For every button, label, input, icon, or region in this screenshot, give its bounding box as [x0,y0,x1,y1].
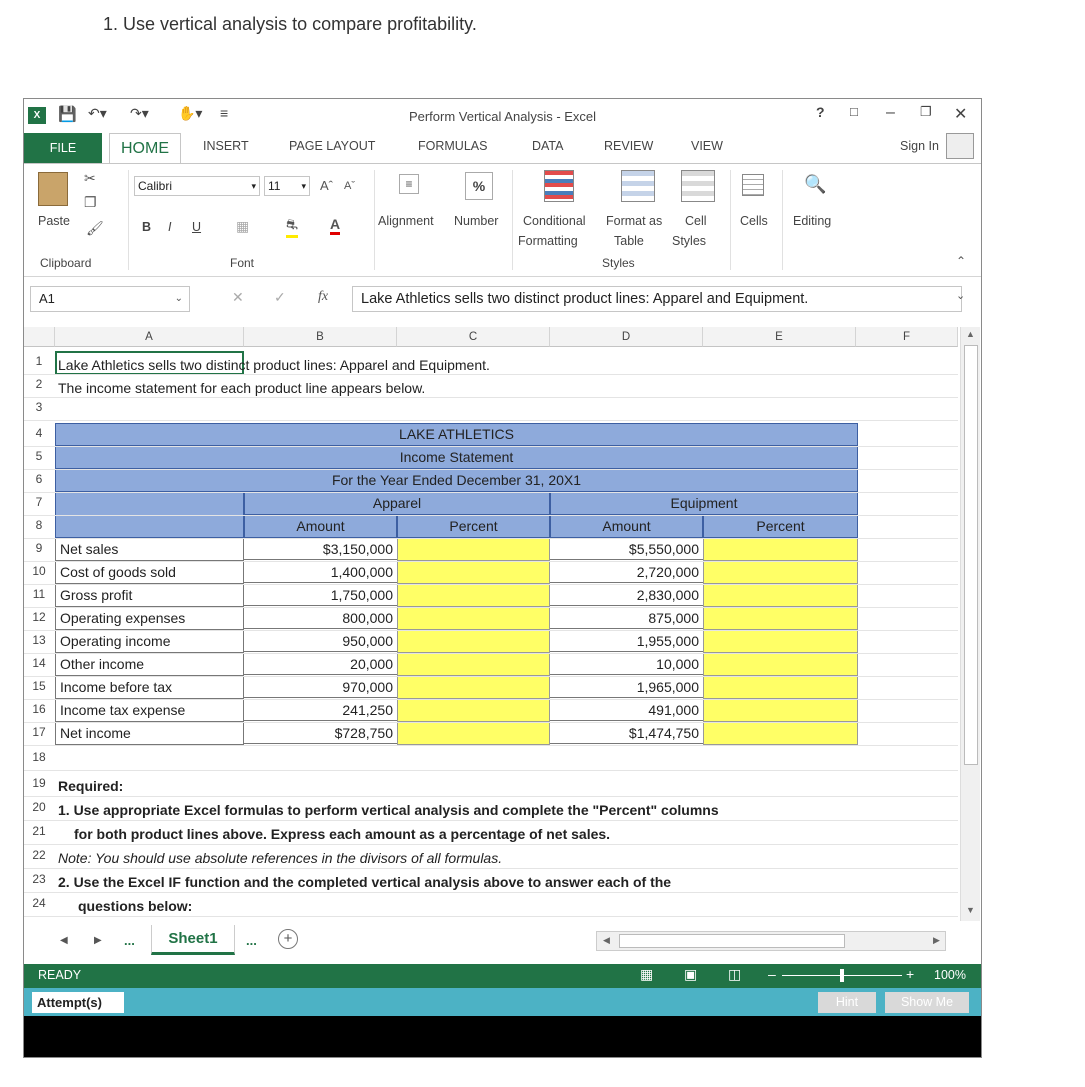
apparel-amount[interactable]: 1,750,000 [244,584,397,606]
tab-insert[interactable]: INSERT [203,139,249,153]
equipment-percent-heading: Percent [756,518,805,534]
instruction-2[interactable]: 2. Use the Excel IF function and the completed vertical analysis above to answer each of the [58,874,672,890]
col-header-f[interactable]: F [856,327,958,347]
cell-a2[interactable]: The income statement for each product line appears below. [58,380,426,396]
row-gridline [24,420,958,421]
instruction-1-cont[interactable]: for both product lines above. Express each amount as a percentage of net sales. [74,826,611,842]
row-header[interactable]: 16 [32,702,46,716]
equipment-percent-input[interactable] [703,561,858,584]
format-as-table-button[interactable]: Format as [606,214,663,228]
instruction-2-cont[interactable]: questions below: [78,898,193,914]
show-me-button[interactable]: Show Me [885,992,969,1013]
borders-icon[interactable]: ▦ [236,218,250,234]
scroll-right-icon[interactable]: ▶ [933,935,940,945]
row-gridline [24,446,958,447]
tab-view[interactable]: VIEW [691,139,723,153]
row-gridline [24,770,958,771]
apparel-amount[interactable]: 241,250 [244,699,397,721]
cell-styles-icon[interactable] [681,170,715,202]
equipment-amount[interactable]: 1,955,000 [550,630,703,652]
restore-icon[interactable]: ❐ [920,104,932,119]
apparel-amount[interactable]: 950,000 [244,630,397,652]
zoom-out-icon[interactable]: – [768,966,776,982]
row-header[interactable]: 15 [32,679,46,693]
row-header[interactable]: 22 [32,848,46,862]
line-label[interactable]: Income before tax [55,676,244,699]
font-name-value: Calibri [138,179,173,193]
alignment-button[interactable]: Alignment [378,214,434,228]
apparel-percent-input[interactable] [397,584,550,607]
row-gridline [24,844,958,845]
ribbon-separator [374,170,375,270]
select-all-corner[interactable] [24,327,55,347]
conditional-formatting-icon[interactable] [544,170,574,202]
row-header[interactable]: 4 [35,426,43,440]
equipment-amount[interactable]: 1,965,000 [550,676,703,698]
equipment-amount[interactable]: $1,474,750 [550,722,703,744]
line-label[interactable]: Operating expenses [55,607,244,630]
cell-styles-button[interactable]: Cell [685,214,707,228]
tab-page-layout[interactable]: PAGE LAYOUT [289,139,376,153]
row-header[interactable]: 12 [32,610,46,624]
row-header[interactable]: 11 [32,587,46,601]
touch-mode-icon[interactable]: ✋▾ [178,105,203,121]
close-icon[interactable]: ✕ [954,106,968,123]
col-header-e[interactable]: E [703,327,856,347]
scroll-down-icon[interactable]: ▼ [966,905,975,915]
paste-button[interactable]: Paste [38,214,70,228]
format-as-table-icon[interactable] [621,170,655,202]
ribbon-options-icon[interactable]: □ [850,104,858,119]
page-break-view-icon[interactable]: ◫ [728,966,742,982]
next-sheet-icon[interactable]: ▶ [94,935,102,946]
row-gridline [24,892,958,893]
cells-icon[interactable] [742,174,764,196]
sheet-tab-sheet1[interactable]: Sheet1 [151,925,235,955]
group-clipboard: Clipboard [40,256,92,270]
format-painter-icon[interactable]: 🖌 [86,220,104,236]
grow-font-icon[interactable]: Aˆ [320,178,333,193]
cut-icon[interactable]: ✂ [84,170,96,186]
line-label[interactable]: Gross profit [55,584,244,607]
normal-view-icon[interactable]: ▦ [640,966,654,982]
row-gridline [24,630,958,631]
row-header[interactable]: 21 [32,824,46,838]
col-header-a[interactable]: A [55,327,244,347]
title-bar [24,99,981,133]
apparel-percent-input[interactable] [397,630,550,653]
number-format-icon[interactable]: % [465,172,493,200]
row-header[interactable]: 20 [32,800,46,814]
excel-logo-icon: X [28,107,46,124]
ribbon-tabs [24,133,981,163]
redo-icon[interactable]: ↷▾ [130,105,149,121]
equipment-percent-input[interactable] [703,630,858,653]
enter-formula-icon[interactable]: ✓ [274,289,286,305]
tab-formulas[interactable]: FORMULAS [418,139,488,153]
apparel-percent-input[interactable] [397,607,550,630]
scroll-up-icon[interactable]: ▲ [966,329,975,339]
equipment-amount-heading: Amount [602,518,651,534]
row-gridline [24,653,958,654]
apparel-percent-input[interactable] [397,561,550,584]
line-label[interactable]: Other income [55,653,244,676]
statement-period: For the Year Ended December 31, 20X1 [331,472,582,488]
apparel-percent-input[interactable] [397,538,550,561]
row-header[interactable]: 14 [32,656,46,670]
zoom-level[interactable]: 100% [934,968,966,982]
cancel-formula-icon[interactable]: ✕ [232,289,244,305]
conditional-formatting-button[interactable]: Conditional [523,214,586,228]
more-sheets-right[interactable]: ... [246,933,257,948]
equipment-percent-input[interactable] [703,584,858,607]
collapse-ribbon-icon[interactable]: ⌃ [956,254,967,268]
row-gridline [24,607,958,608]
apparel-amount-heading: Amount [296,518,345,534]
attempt-bar [24,988,981,1016]
horizontal-scrollbar[interactable] [596,931,946,951]
row-header[interactable]: 6 [35,472,43,486]
help-button[interactable]: ? [816,104,825,120]
row-header[interactable]: 5 [35,449,43,463]
scroll-left-icon[interactable]: ◀ [603,935,610,945]
name-box-value: A1 [39,291,55,306]
row-header[interactable]: 9 [35,541,43,555]
font-name-select[interactable]: Calibri ▾ [134,176,260,196]
row-header[interactable]: 1 [35,354,43,368]
row-header[interactable]: 13 [32,633,46,647]
row-header[interactable]: 8 [35,518,43,532]
fill-color-icon[interactable]: ⛐ [286,216,298,238]
equipment-amount[interactable]: 2,830,000 [550,584,703,606]
row-header[interactable]: 7 [35,495,43,509]
equipment-amount[interactable]: 491,000 [550,699,703,721]
statement-title: Income Statement [399,449,514,465]
window-title: Perform Vertical Analysis - Excel [408,109,597,124]
row-header[interactable]: 17 [32,725,46,739]
row-gridline [24,676,958,677]
shrink-font-icon[interactable]: Aˇ [344,180,355,192]
group-font: Font [230,256,255,270]
h-scroll-thumb[interactable] [619,934,845,948]
required-heading[interactable]: Required: [58,778,124,794]
row-header[interactable]: 3 [35,400,43,414]
tab-file[interactable]: FILE [24,133,102,163]
equipment-percent-input[interactable] [703,722,858,745]
instruction-1[interactable]: 1. Use appropriate Excel formulas to perform vertical analysis and complete the "Percent" columns [58,802,719,818]
company-name: LAKE ATHLETICS [399,426,514,442]
cells-button[interactable]: Cells [740,214,768,228]
row-gridline [24,722,958,723]
bold-button[interactable]: B [142,220,152,234]
tab-review[interactable]: REVIEW [604,139,654,153]
ribbon-separator [512,170,513,270]
format-as-table-line2: Table [614,234,644,248]
line-label[interactable]: Income tax expense [55,699,244,722]
apparel-percent-input[interactable] [397,676,550,699]
conditional-formatting-line2: Formatting [518,234,578,248]
vertical-scrollbar[interactable] [960,327,980,921]
equipment-amount[interactable]: $5,550,000 [550,538,703,560]
apparel-amount[interactable]: $728,750 [244,722,397,744]
tab-data[interactable]: DATA [532,139,564,153]
apparel-amount[interactable]: 800,000 [244,607,397,629]
sheet-tab-bar [24,925,981,961]
row-gridline [24,469,958,470]
font-size-select[interactable]: 11 ▾ [264,176,310,196]
row-gridline [24,515,958,516]
minimize-icon[interactable]: – [886,104,895,121]
line-label[interactable]: Net income [55,722,244,745]
expand-formula-icon[interactable]: ⌄ [956,290,966,302]
font-color-icon[interactable]: A [330,216,340,235]
question-text: 1. Use vertical analysis to compare profitability. [103,14,477,34]
zoom-in-icon[interactable]: + [906,966,915,982]
sign-in-link[interactable]: Sign In [900,139,939,153]
status-bar [24,964,981,988]
row-gridline [24,584,958,585]
italic-button[interactable]: I [168,220,172,234]
row-header[interactable]: 23 [32,872,46,886]
number-button[interactable]: Number [454,214,499,228]
group-styles: Styles [602,256,635,270]
more-sheets-left[interactable]: ... [124,933,135,948]
row-gridline [24,745,958,746]
equipment-heading: Equipment [670,495,738,511]
row-gridline [24,868,958,869]
equipment-percent-input[interactable] [703,699,858,722]
attempts-label: Attempt(s) [32,992,124,1013]
equipment-percent-input[interactable] [703,607,858,630]
apparel-percent-heading: Percent [449,518,498,534]
row-header[interactable]: 10 [32,564,46,578]
line-label[interactable]: Operating income [55,630,244,653]
apparel-amount[interactable]: $3,150,000 [244,538,397,560]
zoom-slider-thumb[interactable] [840,969,844,982]
equipment-amount[interactable]: 2,720,000 [550,561,703,583]
equipment-amount[interactable]: 875,000 [550,607,703,629]
row-gridline [24,699,958,700]
row-gridline [24,397,958,398]
ribbon-separator [128,170,129,270]
row-gridline [24,796,958,797]
apparel-percent-input[interactable] [397,722,550,745]
apparel-percent-input[interactable] [397,699,550,722]
ribbon-separator [730,170,731,270]
apparel-amount[interactable]: 970,000 [244,676,397,698]
name-box[interactable]: A1 ⌄ [30,286,190,312]
col-header-b[interactable]: B [244,327,397,347]
undo-icon[interactable]: ↶▾ [88,105,107,121]
row-gridline [24,538,958,539]
cell-a1[interactable]: Lake Athletics sells two distinct product lines: Apparel and Equipment. [58,357,490,373]
formula-input[interactable]: Lake Athletics sells two distinct product lines: Apparel and Equipment. [352,286,962,312]
prev-sheet-icon[interactable]: ◀ [60,935,68,946]
page-layout-view-icon[interactable]: ▣ [684,966,698,982]
copy-icon[interactable]: ❐ [84,194,97,210]
apparel-heading: Apparel [372,495,422,511]
scroll-thumb[interactable] [964,345,978,765]
underline-button[interactable]: U [192,220,202,234]
equipment-percent-input[interactable] [703,653,858,676]
apparel-amount[interactable]: 1,400,000 [244,561,397,583]
alignment-icon[interactable]: ≡ [399,174,419,194]
formula-bar [24,283,981,315]
editing-button[interactable]: Editing [793,214,832,228]
row-header[interactable]: 2 [35,377,43,391]
ribbon-separator [782,170,783,270]
row-gridline [24,820,958,821]
apparel-amount[interactable]: 20,000 [244,653,397,675]
insert-function-icon[interactable]: fx [318,289,329,304]
instruction-note[interactable]: Note: You should use absolute references in the divisors of all formulas. [58,850,503,866]
worksheet-grid[interactable] [24,327,981,921]
excel-window [23,98,982,1058]
cell-styles-line2: Styles [672,234,707,248]
equipment-percent-input[interactable] [703,538,858,561]
col-header-c[interactable]: C [397,327,550,347]
equipment-amount[interactable]: 10,000 [550,653,703,675]
equipment-percent-input[interactable] [703,676,858,699]
row-gridline [24,561,958,562]
line-label[interactable]: Cost of goods sold [55,561,244,584]
hint-button[interactable]: Hint [818,992,876,1013]
user-avatar-icon[interactable] [946,133,974,159]
status-ready: READY [38,968,82,982]
tab-home[interactable]: HOME [109,133,181,164]
row-gridline [24,492,958,493]
add-sheet-icon[interactable]: + [278,929,298,949]
font-size-value: 11 [268,179,281,193]
apparel-percent-input[interactable] [397,653,550,676]
row-gridline [24,916,958,917]
line-label[interactable]: Net sales [55,538,244,561]
paste-icon[interactable] [38,172,68,206]
ribbon [24,163,981,277]
row-header[interactable]: 24 [32,896,46,910]
bottom-panel [24,1016,981,1058]
col-header-d[interactable]: D [550,327,703,347]
save-icon[interactable]: 💾 [58,106,77,123]
customize-qat-icon[interactable]: ≡ [220,105,229,121]
row-header[interactable]: 18 [32,750,46,764]
row-header[interactable]: 19 [32,776,46,790]
row-gridline [24,374,958,375]
editing-icon[interactable]: 🔍 [804,174,827,194]
